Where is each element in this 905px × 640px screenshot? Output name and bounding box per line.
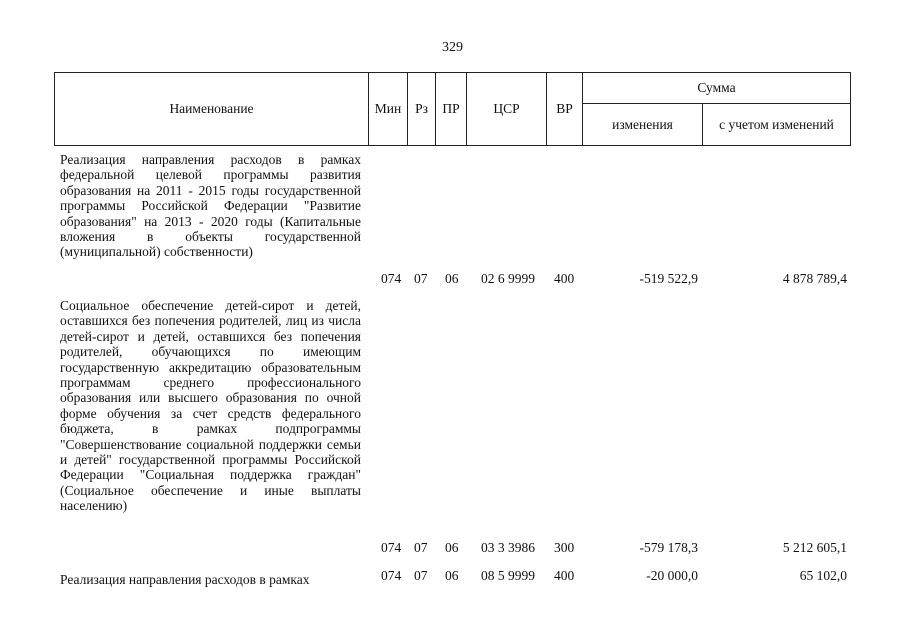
row-min: 074 (381, 568, 402, 583)
header-min: Мин (374, 100, 402, 116)
header-sum: Сумма (697, 79, 736, 95)
header-right-border (850, 72, 851, 146)
header-with-changes: с учетом изменений (719, 116, 834, 132)
row-with-changes: 4 878 789,4 (782, 271, 847, 286)
row-name: Реализация направления расходов в рамках федеральной целевой программы развития образования на 2011 - 2015 годы государственной программы Российской Федерации "Развитие образования" на 2013 - 2020 годы (Капитальные вложения в объекты государственной (муниципальной) собственности) (60, 152, 361, 260)
row-csr: 08 5 9999 (481, 568, 535, 583)
row-name: Социальное обеспечение детей-сирот и детей, оставшихся без попечения родителей, лиц из числа детей-сирот и детей, оставшихся без попечения родителей, обучающихся по имеющим государственную аккредитацию образовательным программам среднего профессионального образования или высшего образования по очной форме обучения за счет средств федерального бюджета, в рамках подпрограммы "Совершенствование социальной поддержки семьи и детей" государственной программы Российской Федерации "Социальная поддержка граждан" (Социальное обеспечение и иные выплаты населению) (60, 298, 361, 514)
row-pr: 06 (445, 568, 459, 583)
row-rz: 07 (414, 271, 428, 286)
row-rz: 07 (414, 540, 428, 555)
row-with-changes: 65 102,0 (799, 568, 847, 583)
row-pr: 06 (445, 540, 459, 555)
row-vr: 300 (554, 540, 575, 555)
header-pr: ПР (442, 100, 460, 116)
row-min: 074 (381, 540, 402, 555)
header-changes: изменения (612, 116, 673, 132)
header-rz: Рз (415, 100, 428, 116)
header-csr: ЦСР (493, 100, 520, 116)
row-csr: 02 6 9999 (481, 271, 535, 286)
header-name: Наименование (169, 100, 254, 116)
row-rz: 07 (414, 568, 428, 583)
row-name: Реализация направления расходов в рамках (60, 572, 310, 587)
row-changes: -519 522,9 (639, 271, 698, 286)
row-vr: 400 (554, 568, 575, 583)
table-row (54, 298, 851, 558)
row-min: 074 (381, 271, 402, 286)
header-vr: ВР (556, 100, 573, 116)
page-number: 329 (442, 40, 463, 55)
row-with-changes: 5 212 605,1 (782, 540, 847, 555)
row-pr: 06 (445, 271, 459, 286)
header-bottom-border (54, 145, 851, 146)
row-changes: -579 178,3 (639, 540, 698, 555)
row-csr: 03 3 3986 (481, 540, 535, 555)
table-row (54, 566, 851, 596)
table-header (54, 72, 851, 146)
row-changes: -20 000,0 (646, 568, 698, 583)
table-row (54, 152, 851, 290)
row-vr: 400 (554, 271, 575, 286)
